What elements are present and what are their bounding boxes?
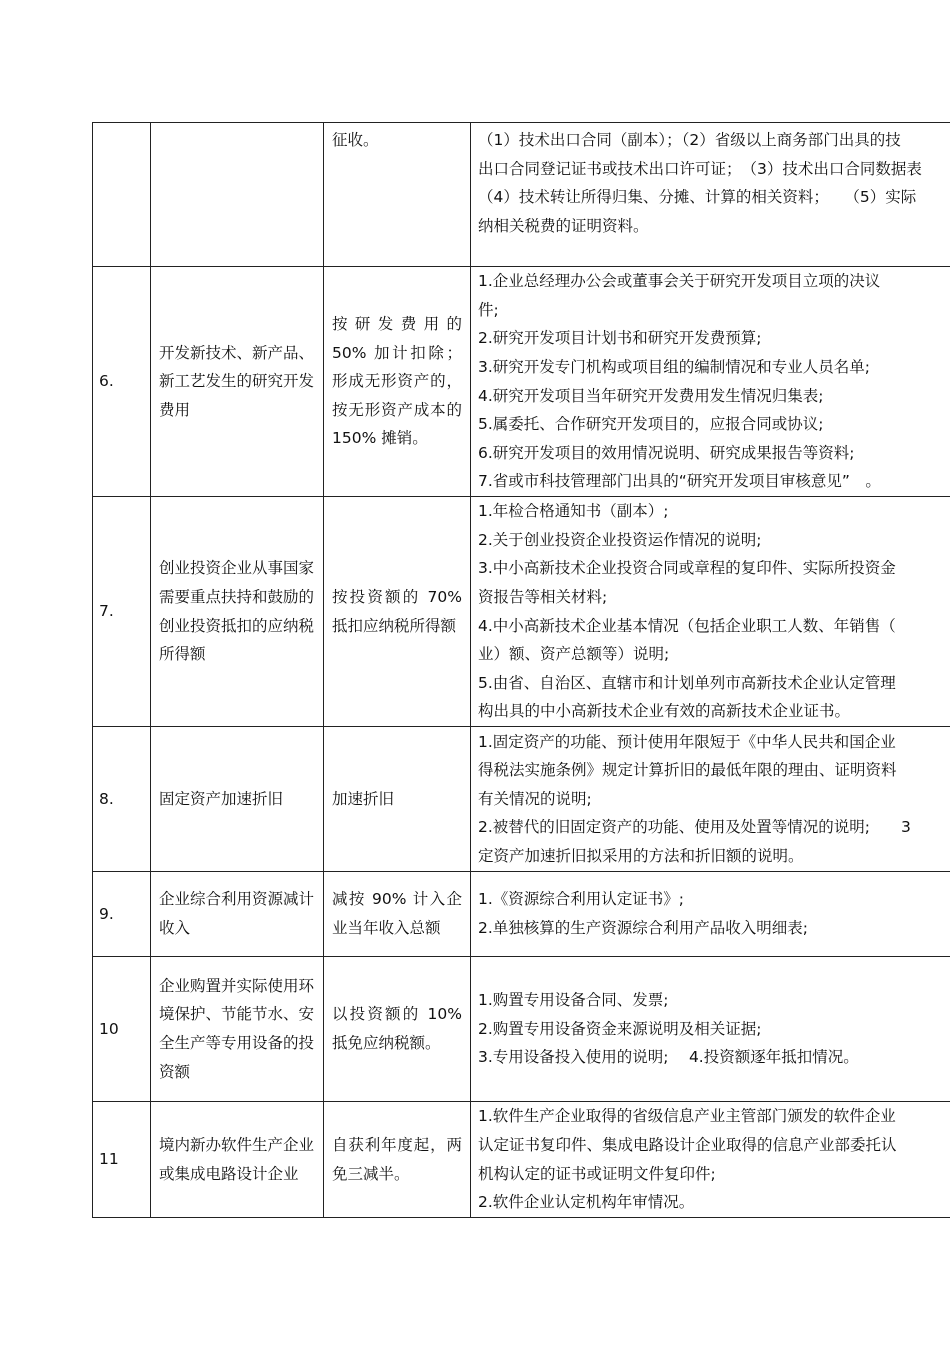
table-row: [93, 727, 950, 872]
doc-line: 6.研究开发项目的效用情况说明、研究成果报告等资料;: [478, 443, 855, 462]
row-number: 9.: [93, 872, 151, 957]
doc-line: 1.企业总经理办公会或董事会关于研究开发项目立项的决议: [478, 272, 881, 291]
doc-line: 1.购置专用设备合同、发票;: [478, 991, 669, 1010]
method-cell: 自获利年度起，两免三减半。: [324, 1102, 471, 1218]
method-cell: 按投资额的 70% 抵扣应纳税所得额: [324, 497, 471, 727]
doc-line: 机构认定的证书或证明文件复印件;: [478, 1164, 716, 1183]
doc-line: 2.关于创业投资企业投资运作情况的说明;: [478, 530, 762, 549]
doc-line: 定资产加速折旧拟采用的方法和折旧额的说明。: [478, 846, 804, 865]
doc-line: 件;: [478, 300, 499, 319]
doc-line: 5.由省、自治区、直辖市和计划单列市高新技术企业认定管理: [478, 673, 896, 692]
doc-line: 2.购置专用设备资金来源说明及相关证据;: [478, 1019, 762, 1038]
doc-line: 3.专用设备投入使用的说明; 4.投资额逐年抵扣情况。: [478, 1048, 859, 1067]
docs-cell: [471, 727, 950, 872]
row-number: [93, 123, 151, 267]
doc-line: 有关情况的说明;: [478, 789, 592, 808]
doc-line: 出口合同登记证书或技术出口许可证； （3）技术出口合同数据表: [478, 159, 922, 178]
docs-cell: [471, 872, 950, 957]
table-row: [93, 957, 950, 1102]
table-row: [93, 267, 950, 497]
doc-line: 4.中小高新技术企业基本情况（包括企业职工人数、年销售（: [478, 616, 896, 635]
doc-line: 2.研究开发项目计划书和研究开发费预算;: [478, 329, 762, 348]
item-cell: 境内新办软件生产企业或集成电路设计企业: [151, 1102, 324, 1218]
method-cell: 加速折旧: [324, 727, 471, 872]
item-cell: 创业投资企业从事国家需要重点扶持和鼓励的创业投资抵扣的应纳税所得额: [151, 497, 324, 727]
docs-cell: [471, 1102, 950, 1218]
doc-line: （4）技术转让所得归集、分摊、计算的相关资料； （5）实际: [478, 188, 917, 206]
doc-line: 1.《资源综合利用认定证书》;: [478, 890, 685, 909]
item-cell: 企业综合利用资源减计收入: [151, 872, 324, 957]
doc-line: 3.中小高新技术企业投资合同或章程的复印件、实际所投资金: [478, 559, 896, 578]
doc-line: 3.研究开发专门机构或项目组的编制情况和专业人员名单;: [478, 357, 871, 376]
doc-line: 得税法实施条例》规定计算折旧的最低年限的理由、证明资料: [478, 761, 897, 780]
doc-line: 5.属委托、合作研究开发项目的，应报合同或协议;: [478, 415, 824, 434]
doc-line: 4.研究开发项目当年研究开发费用发生情况归集表;: [478, 386, 824, 405]
row-number: 6.: [93, 267, 151, 497]
item-cell: [151, 123, 324, 267]
doc-line: 2.软件企业认定机构年审情况。: [478, 1193, 695, 1212]
table-row: [93, 1102, 950, 1218]
docs-cell: [471, 123, 950, 267]
docs-cell: [471, 267, 950, 497]
doc-line: 1.软件生产企业取得的省级信息产业主管部门颁发的软件企业: [478, 1107, 896, 1126]
tax-incentive-table: [92, 122, 950, 1218]
method-cell: 以投资额的 10% 抵免应纳税额。: [324, 957, 471, 1102]
row-number: 11: [93, 1102, 151, 1218]
item-cell: 开发新技术、新产品、新工艺发生的研究开发费用: [151, 267, 324, 497]
table-row: [93, 872, 950, 957]
doc-line: 认定证书复印件、集成电路设计企业取得的信息产业部委托认: [478, 1135, 897, 1154]
doc-line: 7.省或市科技管理部门出具的“研究开发项目审核意见” 。: [478, 472, 881, 491]
doc-line: 构出具的中小高新技术企业有效的高新技术企业证书。: [478, 702, 851, 721]
item-cell: 企业购置并实际使用环境保护、节能节水、安全生产等专用设备的投资额: [151, 957, 324, 1102]
doc-line: 2.单独核算的生产资源综合利用产品收入明细表;: [478, 919, 809, 937]
table-row: [93, 497, 950, 727]
doc-line: 纳相关税费的证明资料。: [478, 216, 649, 235]
doc-line: 资报告等相关材料;: [478, 587, 608, 606]
item-cell: 固定资产加速折旧: [151, 727, 324, 872]
row-number: 10: [93, 957, 151, 1102]
doc-line: 业）额、资产总额等）说明;: [478, 645, 670, 664]
row-number: 8.: [93, 727, 151, 872]
doc-line: 1.固定资产的功能、预计使用年限短于《中华人民共和国企业: [478, 732, 896, 751]
docs-cell: [471, 957, 950, 1102]
doc-line: 1.年检合格通知书（副本）;: [478, 502, 669, 521]
row-number: 7.: [93, 497, 151, 727]
table-row: [93, 123, 950, 267]
method-cell: 按研发费用的 50% 加计扣除；形成无形资产的，按无形资产成本的 150% 摊销。: [324, 267, 471, 497]
method-cell: 征收。: [324, 123, 471, 267]
doc-line: 2.被替代的旧固定资产的功能、使用及处置等情况的说明; 3: [478, 818, 911, 837]
docs-cell: [471, 497, 950, 727]
doc-line: （1）技术出口合同（副本）；（2）省级以上商务部门出具的技: [478, 131, 901, 149]
method-cell: 减按 90% 计入企业当年收入总额: [324, 872, 471, 957]
